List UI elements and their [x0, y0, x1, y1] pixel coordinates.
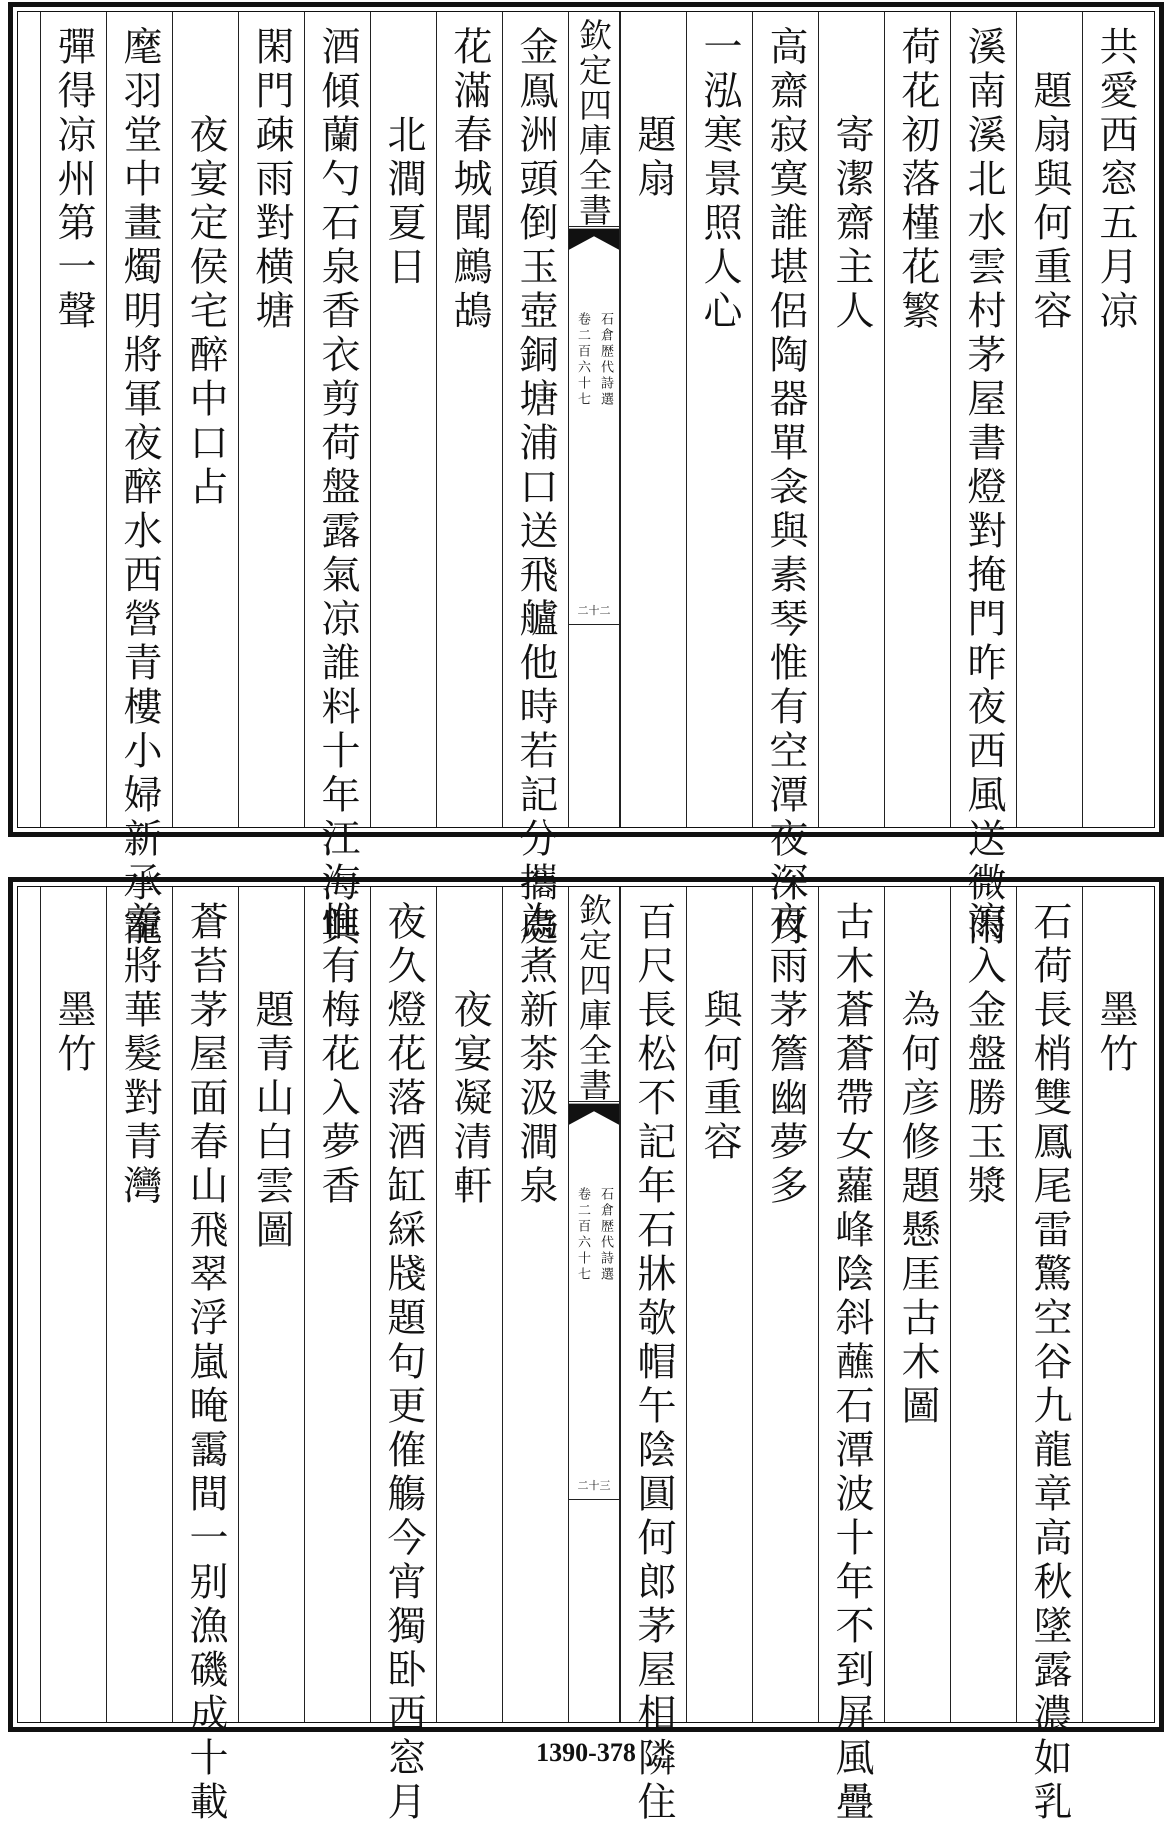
top-left-col-1 — [502, 12, 568, 950]
fishtail-mark-icon — [569, 1103, 619, 1133]
top-right-col-7 — [686, 12, 752, 827]
poem-line-text: 為何彦修題懸厓古木圖 — [895, 989, 940, 1429]
poem-line-text: 夜宴凝清軒 — [447, 989, 492, 1209]
poem-line-text: 寄潔齋主人 — [829, 114, 874, 334]
top-right-col-2 — [1016, 12, 1082, 827]
top-left-col-7 — [106, 12, 172, 950]
top-left-col-8 — [40, 12, 106, 827]
poem-line-text: 墨竹 — [1093, 989, 1138, 1077]
poem-line-text: 為煮新茶汲澗泉 — [513, 901, 558, 1209]
poem-line-text: 共愛西窓五月凉 — [1093, 26, 1138, 334]
bottom-right-col-3 — [950, 887, 1016, 1722]
bottom-left-col-8 — [40, 887, 106, 1722]
bottom-right-col-7 — [686, 887, 752, 1722]
volume-label: 卷二百六十七 — [575, 312, 590, 408]
fold-divider — [569, 1499, 619, 1500]
top-right-col-8 — [620, 12, 686, 827]
bottom-right-col-8 — [620, 887, 686, 1825]
bottom-left-col-6 — [172, 887, 238, 1825]
top-left-col-3 — [370, 12, 436, 827]
volume-label: 卷二百六十七 — [575, 1187, 590, 1283]
poem-line-text: 酒傾蘭勺石泉香衣剪荷盤露氣凉誰料十年江海興 — [315, 26, 360, 950]
poem-line-text: 麾羽堂中畫燭明將軍夜醉水西營青樓小婦新承寵 — [117, 26, 162, 950]
leaf-number: 二十二 — [577, 604, 611, 617]
poem-line-text: 石荷長梢雙鳳尾雷驚空谷九龍章高秋墜露濃如乳 — [1027, 901, 1072, 1825]
poem-line-text: 夜雨茅簷幽夢多 — [763, 901, 808, 1209]
bottom-left-col-3 — [370, 887, 436, 1825]
poem-line-text: 與何重容 — [697, 989, 742, 1165]
work-title: 石倉歴代詩選 — [598, 1187, 613, 1283]
book-title: 欽定四庫全書 — [574, 18, 613, 228]
top-right-col-4 — [884, 12, 950, 827]
work-title: 石倉歴代詩選 — [598, 312, 613, 408]
bottom-left-col-7 — [106, 887, 172, 1722]
poem-line-text: 夜宴定侯宅醉中口占 — [183, 114, 228, 510]
top-center-fold — [568, 12, 620, 827]
top-left-col-6 — [172, 12, 238, 827]
top-left-col-5 — [238, 12, 304, 827]
poem-line-text: 瀉入金盤勝玉漿 — [961, 901, 1006, 1209]
top-right-col-1 — [1082, 12, 1148, 827]
poem-line-text: 一泓寒景照人心 — [697, 26, 742, 334]
bottom-right-col-5 — [818, 887, 884, 1825]
poem-line-text: 金鳯洲頭倒玉壺銅塘浦口送飛艫他時若記分攜處 — [513, 26, 558, 950]
bottom-right-col-6 — [752, 887, 818, 1722]
poem-line-text: 高齋寂寞誰堪侶陶器單衾與素琴惟有空潭夜深月 — [763, 26, 808, 950]
leaf-number: 二十三 — [577, 1479, 611, 1492]
poem-line-text: 彈得凉州第一聲 — [51, 26, 96, 334]
bottom-left-col-4 — [304, 887, 370, 1722]
top-page — [8, 2, 1164, 950]
fishtail-mark-icon — [569, 228, 619, 258]
bottom-left-col-5 — [238, 887, 304, 1722]
poem-line-text: 花滿春城聞鷓鴣 — [447, 26, 492, 334]
poem-line-text: 羞將華髮對青灣 — [117, 901, 162, 1209]
poem-line-text: 溪南溪北水雲村茅屋書燈對掩門昨夜西風送微雨 — [961, 26, 1006, 950]
poem-line-text: 閑門疎雨對横塘 — [249, 26, 294, 334]
bottom-left-col-2 — [436, 887, 502, 1722]
poem-line-text: 惟有梅花入夢香 — [315, 901, 360, 1209]
poem-line-text: 題青山白雲圖 — [249, 989, 294, 1253]
fold-divider — [569, 1101, 619, 1102]
top-page-frame — [17, 11, 1155, 950]
book-title: 欽定四庫全書 — [574, 893, 613, 1103]
bottom-right-col-1 — [1082, 887, 1148, 1722]
bottom-right-col-4 — [884, 887, 950, 1722]
poem-line-text: 荷花初落槿花繁 — [895, 26, 940, 334]
poem-line-text: 北澗夏日 — [381, 114, 426, 290]
bottom-center-fold — [568, 887, 620, 1722]
top-right-col-3 — [950, 12, 1016, 950]
poem-line-text: 蒼苔茅屋面春山飛翠浮嵐晻靄間一别漁磯成十載 — [183, 901, 228, 1825]
bottom-left-col-1 — [502, 887, 568, 1722]
top-right-col-5 — [818, 12, 884, 827]
fold-divider — [569, 624, 619, 625]
top-left-col-4 — [304, 12, 370, 950]
page-number-footer: 1390-378 — [536, 1738, 636, 1767]
top-right-col-6 — [752, 12, 818, 950]
poem-line-text: 古木蒼蒼帶女蘿峰陰斜蘸石潭波十年不到屏風疊 — [829, 901, 874, 1825]
poem-line-text: 墨竹 — [51, 989, 96, 1077]
poem-line-text: 題扇 — [631, 114, 676, 202]
bottom-right-col-2 — [1016, 887, 1082, 1825]
fold-divider — [569, 226, 619, 227]
poem-line-text: 夜久燈花落酒缸綵牋題句更傕觴今宵獨卧西窓月 — [381, 901, 426, 1825]
poem-line-text: 百尺長松不記年石牀欹帽午陰圓何郎茅屋相隣住 — [631, 901, 676, 1825]
top-left-col-2 — [436, 12, 502, 827]
poem-line-text: 題扇與何重容 — [1027, 70, 1072, 334]
